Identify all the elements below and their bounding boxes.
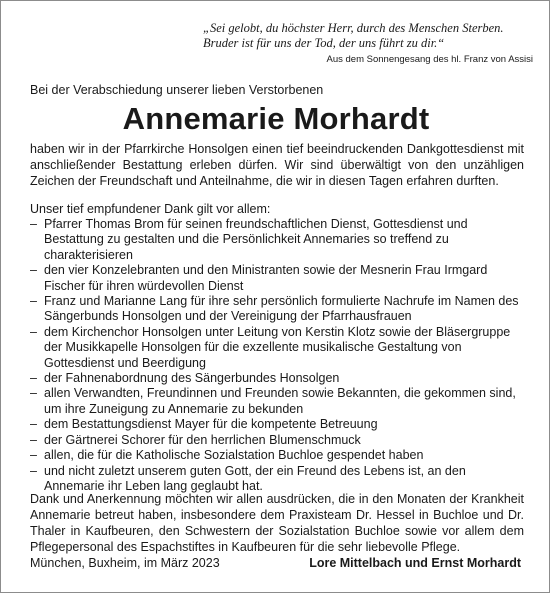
list-item-text: Franz und Marianne Lang für ihre sehr persönlich formulierte Nachrufe im Namen des Sängerbunds Honsolgen und der Vereinigung der Pfarrhausfrauen (44, 294, 519, 324)
list-item-text: Pfarrer Thomas Brom für seinen freundschaftlichen Dienst, Gottesdienst und Bestattung zu gestalten und die Persönlichkeit Annemaries so treffend zu charakterisieren (44, 217, 468, 262)
list-item (30, 217, 524, 263)
signatories: Lore Mittelbach und Ernst Morhardt (309, 556, 521, 570)
dash-marker: – (30, 324, 37, 339)
list-item-text: der Fahnenabordnung des Sängerbundes Honsolgen (44, 371, 340, 386)
intro-text: Bei der Verabschiedung unserer lieben Verstorbenen (30, 83, 324, 97)
dash-marker: – (30, 263, 37, 278)
list-item-text: und nicht zuletzt unserem guten Gott, der ein Freund des Lebens ist, an den Annemarie ihr Leben lang geglaubt hat. (44, 463, 466, 493)
epigraph-source: Aus dem Sonnengesang des hl. Franz von Assisi (326, 54, 533, 65)
dash-marker: – (30, 294, 37, 309)
list-item (30, 448, 524, 463)
thanks-list (30, 217, 524, 494)
paragraph-2: Dank und Anerkennung möchten wir allen ausdrücken, die in den Monaten der Krankheit Annemarie betreut haben, insbesondere dem Praxisteam Dr. Hessel in Buchloe und Dr. Thaler in Kaufbeuren, den Schwestern der Sozialstation Buchloe sowie vor allem dem Pflegepersonal des Espachstiftes in Kaufbeuren für die sehr liebevolle Pflege. (30, 492, 524, 554)
thanks-intro: Unser tief empfundener Dank gilt vor allem: (30, 202, 271, 216)
list-item (30, 371, 524, 386)
epigraph (203, 21, 533, 66)
list-item-text: allen, die für die Katholische Sozialstation Buchloe gespendet haben (44, 448, 424, 463)
paragraph-1: haben wir in der Pfarrkirche Honsolgen einen tief beeindruckenden Dankgottesdienst mit anschließender Bestattung erleben dürfen. Wir sind überwältigt von den unzähligen Zeichen der Freundschaft und Anteilnahme, die wir in diesen Tagen erfahren durften. (30, 142, 524, 188)
dash-marker: – (30, 217, 37, 231)
dash-marker: – (30, 448, 37, 463)
list-item (30, 417, 524, 432)
list-item (30, 433, 524, 448)
list-item-text: den vier Konzelebranten und den Ministranten sowie der Mesnerin Frau Irmgard Fischer für ihren würdevollen Dienst (44, 263, 488, 293)
list-item (30, 294, 524, 325)
list-item-text: dem Bestattungsdienst Mayer für die kompetente Betreuung (44, 417, 378, 432)
deceased-name: Annemarie Morhardt (122, 101, 430, 136)
list-item-text: allen Verwandten, Freundinnen und Freunden sowie Bekannten, die gekommen sind, um ihre Zuneigung zu Annemarie zu bekunden (44, 386, 516, 416)
place-date: München, Buxheim, im März 2023 (30, 556, 220, 570)
epigraph-line-2: Bruder ist für uns der Tod, der uns führt zu dir.“ (203, 36, 445, 50)
dash-marker: – (30, 463, 37, 478)
dash-marker: – (30, 371, 37, 386)
dash-marker: – (30, 386, 37, 401)
list-item-text: dem Kirchenchor Honsolgen unter Leitung von Kerstin Klotz sowie der Bläsergruppe der Musikkapelle Honsolgen für die exzellente musikalische Gestaltung von Gottesdienst und Beerdigung (44, 324, 511, 370)
list-item (30, 263, 524, 294)
list-item (30, 325, 524, 371)
epigraph-line-1: „Sei gelobt, du höchster Herr, durch des Menschen Sterben. (203, 21, 504, 35)
list-item (30, 464, 524, 495)
list-item-text: der Gärtnerei Schorer für den herrlichen Blumenschmuck (44, 432, 361, 447)
dash-marker: – (30, 417, 37, 432)
dash-marker: – (30, 432, 37, 447)
list-item (30, 386, 524, 417)
